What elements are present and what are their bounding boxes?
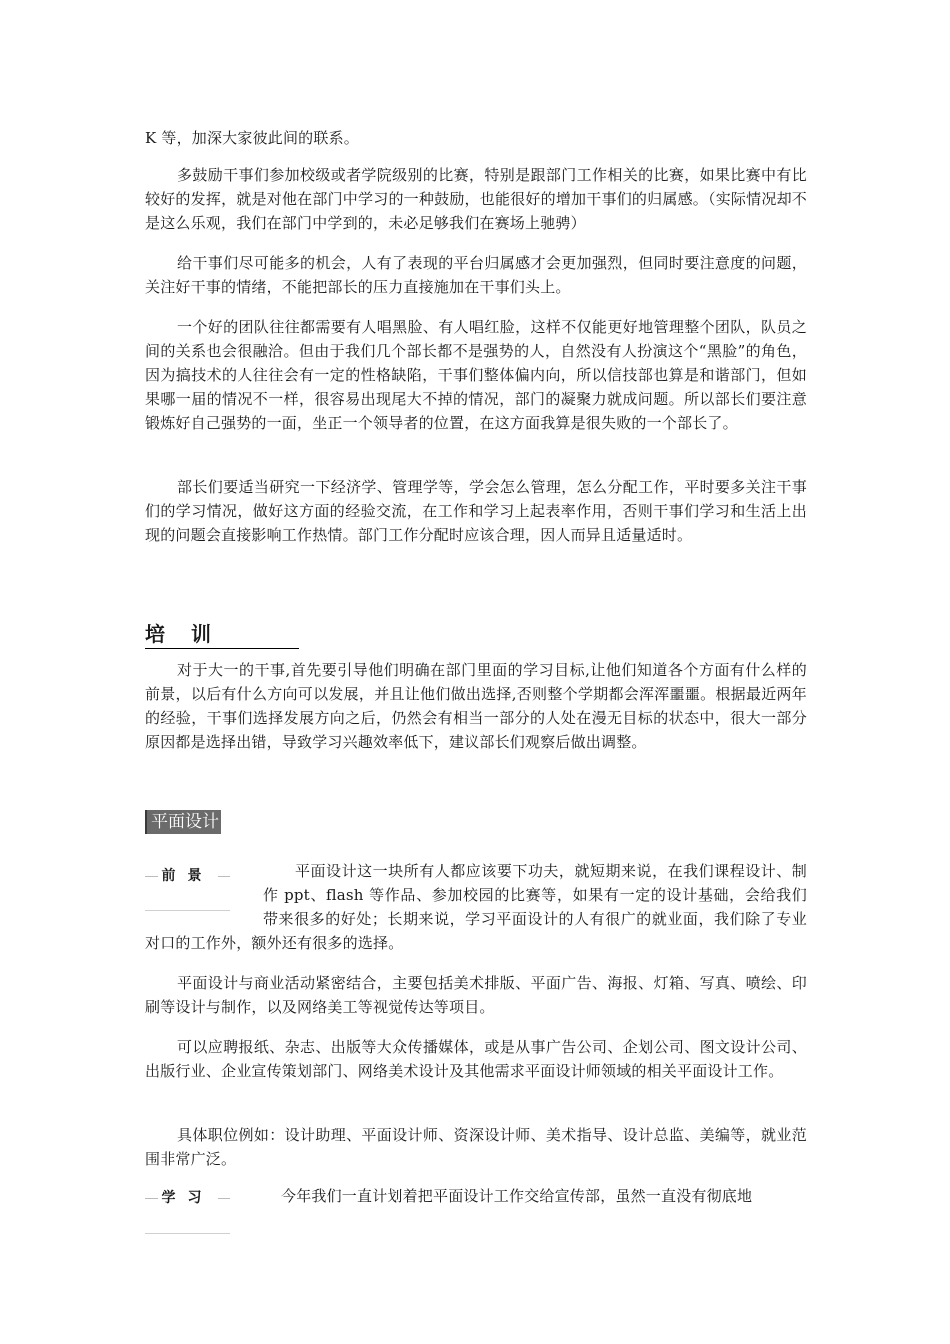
paragraph-study-text: 今年我们一直计划着把平面设计工作交给宣传部，虽然一直没有彻底地 xyxy=(281,1187,753,1205)
paragraph-management: 部长们要适当研究一下经济学、管理学等，学会怎么管理，怎么分配工作，平时要多关注干事们的学习情况，做好这方面的经验交流，在工作和学习上起表率作用，否则干事们学习和生活上出现的问题会直接影响工作热情。部门工作分配时应该合理，因人而异且适量适时。 xyxy=(145,478,807,544)
subsection-badge-graphic-design: 平面设计 xyxy=(145,810,221,834)
paragraph-study xyxy=(145,1184,807,1208)
side-label-study-text: 学习 xyxy=(158,1190,218,1206)
side-label-prospect xyxy=(145,866,230,886)
paragraph-continuation: K 等，加深大家彼此间的联系。 xyxy=(145,129,359,147)
paragraph-training-intro: 对于大一的干事,首先要引导他们明确在部门里面的学习目标,让他们知道各个方面有什么样的前景，以后有什么方向可以发展，并且让他们做出选择,否则整个学期都会浑浑噩噩。根据最近两年的经验，干事们选择发展方向之后，仍然会有相当一部分的人处在漫无目标的状态中，很大一部分原因都是选择出错，导致学习兴趣效率低下，建议部长们观察后做出调整。 xyxy=(145,661,807,751)
paragraph-team-roles: 一个好的团队往往都需要有人唱黑脸、有人唱红脸，这样不仅能更好地管理整个团队，队员之间的关系也会很融洽。但由于我们几个部长都不是强势的人，自然没有人扮演这个“黑脸”的角色，因为搞技术的人往往会有一定的性格缺陷，干事们整体偏内向，所以信技部也算是和谐部门，但如果哪一届的情况不一样，很容易出现尾大不掉的情况，部门的凝聚力就成问题。所以部长们要注意锻炼好自己强势的一面，坐正一个领导者的位置，在这方面我算是很失败的一个部长了。 xyxy=(145,318,807,432)
paragraph-prospect-text: 平面设计这一块所有人都应该要下功夫，就短期来说，在我们课程设计、制作 ppt、flash 等作品、参加校园的比赛等，如果有一定的设计基础，会给我们带来很多的好处；长期来说，学习平面设计的人有很广的就业面，我们除了专业对口的工作外，额外还有很多的选择。 xyxy=(145,862,807,952)
side-label-study xyxy=(145,1188,230,1208)
side-label-underline xyxy=(145,1233,230,1234)
paragraph-prospect xyxy=(145,859,807,955)
side-label-prospect-text: 前景 xyxy=(158,868,218,884)
paragraph-competitions: 多鼓励干事们参加校级或者学院级别的比赛，特别是跟部门工作相关的比赛，如果比赛中有比较好的发挥，就是对他在部门中学习的一种鼓励，也能很好的增加干事们的归属感。（实际情况却不是这么乐观，我们在部门中学到的，未必足够我们在赛场上驰骋） xyxy=(145,166,807,232)
paragraph-graphic-positions: 具体职位例如：设计助理、平面设计师、资深设计师、美术指导、设计总监、美编等，就业范围非常广泛。 xyxy=(145,1126,807,1168)
section-heading-training: 培训 xyxy=(145,620,299,649)
paragraph-graphic-scope: 平面设计与商业活动紧密结合，主要包括美术排版、平面广告、海报、灯箱、写真、喷绘、印刷等设计与制作，以及网络美工等视觉传达等项目。 xyxy=(145,974,807,1016)
paragraph-graphic-employers: 可以应聘报纸、杂志、出版等大众传播媒体，或是从事广告公司、企划公司、图文设计公司、出版行业、企业宣传策划部门、网络美术设计及其他需求平面设计师领域的相关平面设计工作。 xyxy=(145,1038,807,1080)
paragraph-opportunities: 给干事们尽可能多的机会，人有了表现的平台归属感才会更加强烈，但同时要注意度的问题，关注好干事的情绪，不能把部长的压力直接施加在干事们头上。 xyxy=(145,254,807,296)
